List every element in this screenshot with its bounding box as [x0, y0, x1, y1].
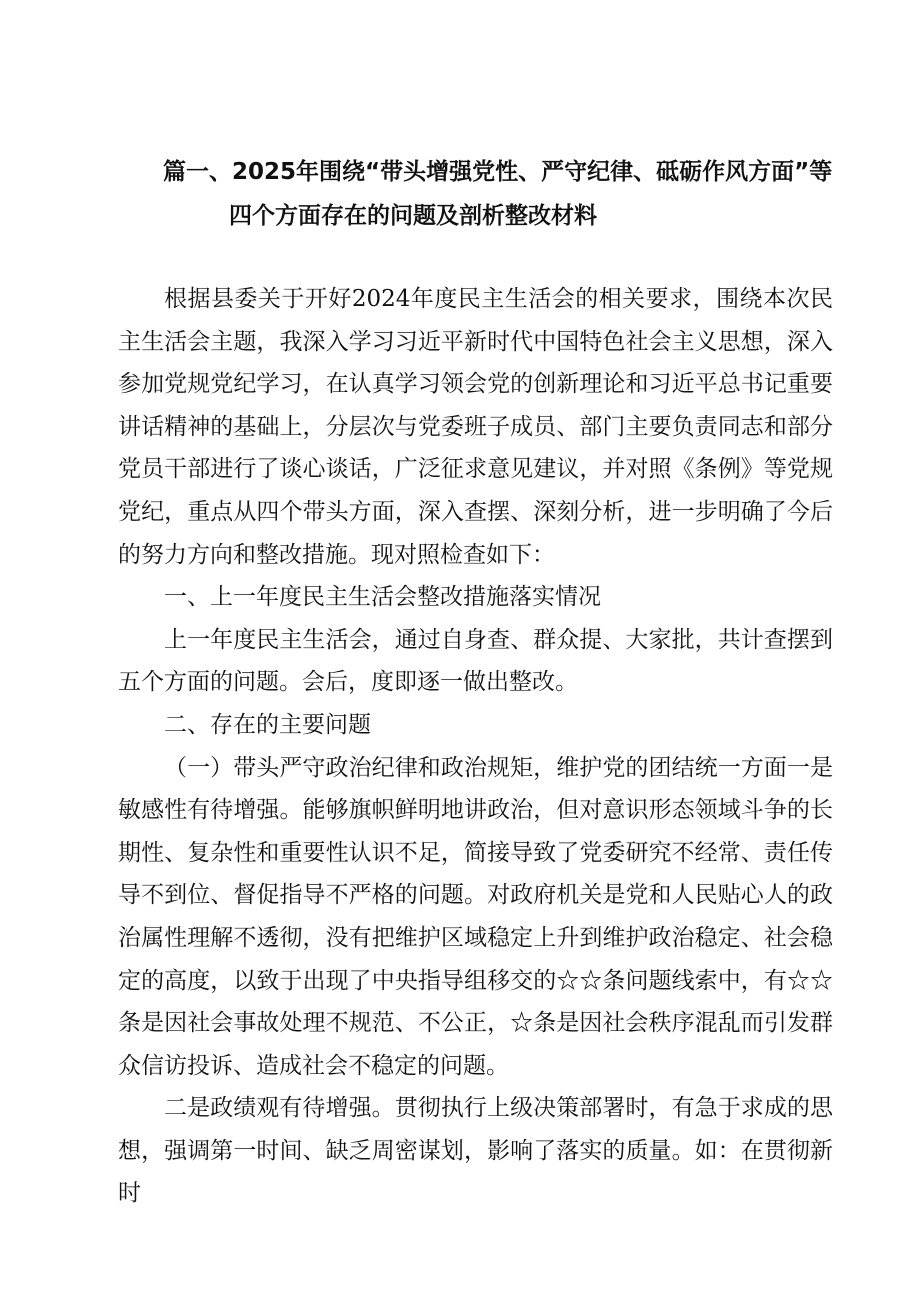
section-2-heading: 二、存在的主要问题 — [164, 711, 371, 738]
document-body — [118, 278, 833, 1215]
section-1-heading: 一、上一年度民主生活会整改措施落实情况 — [164, 584, 601, 611]
document-title-line-2: 四个方面存在的问题及剖析整改材料 — [229, 203, 597, 229]
section-2-paragraph-2: 二是政绩观有待增强。贯彻执行上级决策部署时，有急于求成的思想，强调第一时间、缺乏周密谋划，影响了落实的质量。如：在贯彻新时 — [118, 1095, 833, 1207]
section-2-paragraph-1: （一）带头严守政治纪律和政治规矩，维护党的团结统一方面一是敏感性有待增强。能够旗帜鲜明地讲政治，但对意识形态领域斗争的长期性、复杂性和重要性认识不足，简接导致了党委研究不经常、责任传导不到位、督促指导不严格的问题。对政府机关是党和人民贴心人的政治属性理解不透彻，没有把维护区域稳定上升到维护政治稳定、社会稳定的高度，以致于出现了中央指导组移交的☆☆条问题线索中，有☆☆条是因社会事故处理不规范、不公正，☆条是因社会秩序混乱而引发群众信访投诉、造成社会不稳定的问题。 — [118, 754, 833, 1079]
section-1-paragraph: 上一年度民主生活会，通过自身查、群众提、大家批，共计查摆到五个方面的问题。会后，度即逐一做出整改。 — [118, 626, 833, 696]
intro-paragraph: 根据县委关于开好2024年度民主生活会的相关要求，围绕本次民主生活会主题，我深入学习习近平新时代中国特色社会主义思想，深入参加党规党纪学习，在认真学习领会党的创新理论和习近平总书记重要讲话精神的基础上，分层次与党委班子成员、部门主要负责同志和部分党员干部进行了谈心谈话，广泛征求意见建议，并对照《条例》等党规党纪，重点从四个带头方面，深入查摆、深刻分析，进一步明确了今后的努力方向和整改措施。现对照检查如下： — [118, 286, 833, 568]
document-title-line-1: 篇一、2025年围绕“带头增强党性、严守纪律、砥砺作风方面”等 — [163, 159, 833, 185]
